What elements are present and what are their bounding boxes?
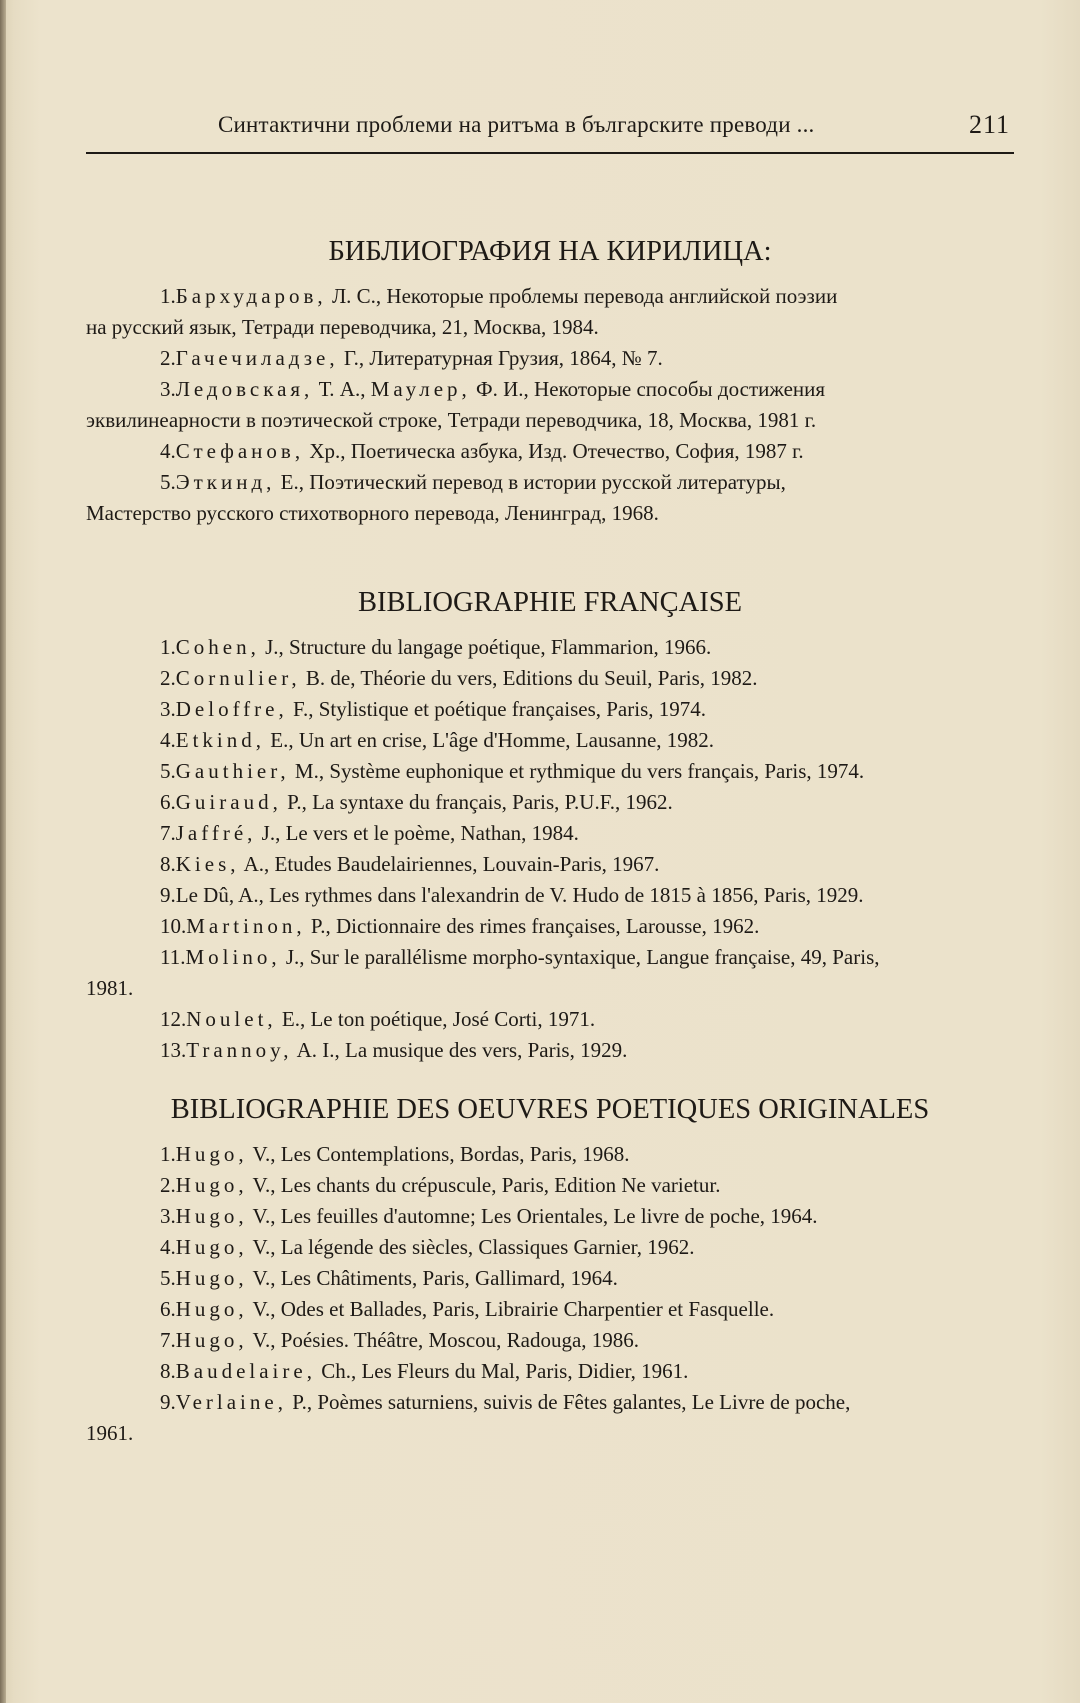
entry-text: B. de, Théorie du vers, Editions du Seuil, Paris, 1982. [300, 666, 758, 690]
entry-number: 4. [160, 439, 176, 463]
french-entry-4 [160, 728, 714, 753]
entry-author: Hugo, [175, 1266, 248, 1290]
entry-text: J., Le vers et le poème, Nathan, 1984. [256, 821, 579, 845]
french-entry-8 [160, 852, 659, 877]
entry-number: 1. [160, 1142, 176, 1166]
original-entry-2 [160, 1173, 720, 1198]
entry-text: V., Odes et Ballades, Paris, Librairie Charpentier et Fasquelle. [247, 1297, 775, 1321]
entry-text: P., Dictionnaire des rimes françaises, Larousse, 1962. [305, 914, 760, 938]
french-entry-11-continuation: 1981. [86, 976, 134, 1000]
entry-text: P., Poèmes saturniens, suivis de Fêtes galantes, Le Livre de poche, [286, 1390, 851, 1414]
entry-number: 1. [160, 635, 176, 659]
entry-number: 3. [160, 697, 176, 721]
entry-text: V., Les chants du crépuscule, Paris, Edition Ne varietur. [247, 1173, 721, 1197]
original-entry-8 [160, 1359, 688, 1384]
entry-number: 3. [160, 377, 176, 401]
entry-text: J., Structure du langage poétique, Flammarion, 1966. [259, 635, 712, 659]
entry-text: Ch., Les Fleurs du Mal, Paris, Didier, 1961. [315, 1359, 689, 1383]
entry-author: Cornulier, [175, 666, 301, 690]
entry-author: Бархударов, [175, 284, 327, 308]
entry-author: Verlaine, [175, 1390, 287, 1414]
entry-text: M., Système euphonique et rythmique du vers français, Paris, 1974. [289, 759, 865, 783]
french-bibliography-title: BIBLIOGRAPHIE FRANÇAISE [358, 587, 742, 618]
french-entry-5 [160, 759, 864, 784]
entry-author: Ледовская, [175, 377, 314, 401]
entry-second-author: Маулер, [370, 377, 471, 401]
cyrillic-entry-4 [160, 439, 804, 464]
french-entry-2 [160, 666, 758, 691]
entry-number: 7. [160, 1328, 176, 1352]
entry-number: 11. [160, 945, 186, 969]
entry-number: 10. [160, 914, 187, 938]
original-entry-7 [160, 1328, 639, 1353]
entry-number: 9. [160, 883, 176, 907]
cyrillic-entry-1-continuation: на русский язык, Тетради переводчика, 21, Москва, 1984. [86, 315, 599, 339]
entry-text: A., Les rythmes dans l'alexandrin de V. Hudo de 1815 à 1856, Paris, 1929. [234, 883, 864, 907]
cyrillic-entry-3-continuation: эквилинеарности в поэтической строке, Тетради переводчика, 18, Москва, 1981 г. [86, 408, 817, 432]
entry-text: P., La syntaxe du français, Paris, P.U.F., 1962. [281, 790, 673, 814]
entry-author: Jaffré, [175, 821, 257, 845]
entry-text: V., Les Contemplations, Bordas, Paris, 1968. [247, 1142, 630, 1166]
entry-author: Hugo, [175, 1328, 248, 1352]
entry-number: 6. [160, 790, 176, 814]
original-entry-6 [160, 1297, 774, 1322]
entry-number: 6. [160, 1297, 176, 1321]
entry-number: 7. [160, 821, 176, 845]
entry-number: 8. [160, 852, 176, 876]
entry-author: Molino, [185, 945, 281, 969]
entry-text: V., Poésies. Théâtre, Moscou, Radouga, 1986. [247, 1328, 640, 1352]
french-entry-3 [160, 697, 706, 722]
entry-author: Le Dû, [175, 883, 235, 907]
entry-number: 3. [160, 1204, 176, 1228]
entry-author: Gauthier, [175, 759, 290, 783]
entry-text: V., Les feuilles d'automne; Les Orientales, Le livre de poche, 1964. [247, 1204, 818, 1228]
entry-number: 9. [160, 1390, 176, 1414]
running-header [86, 108, 1014, 154]
entry-author: Гачечиладзе, [175, 346, 339, 370]
entry-author: Hugo, [175, 1142, 248, 1166]
entry-text: E., Le ton poétique, José Corti, 1971. [276, 1007, 596, 1031]
entry-text: Хр., Поетическа азбука, Изд. Отечество, София, 1987 г. [304, 439, 804, 463]
entry-number: 13. [160, 1038, 187, 1062]
original-works-bibliography-title: BIBLIOGRAPHIE DES OEUVRES POETIQUES ORIGINALES [170, 1094, 930, 1125]
entry-text: Т. А., [313, 377, 371, 401]
entry-number: 5. [160, 1266, 176, 1290]
entry-author: Hugo, [175, 1235, 248, 1259]
cyrillic-bibliography-title: БИБЛИОГРАФИЯ НА КИРИЛИЦА: [328, 236, 772, 267]
entry-number: 8. [160, 1359, 176, 1383]
entry-text: Л. С., Некоторые проблемы перевода английской поэзии [326, 284, 838, 308]
french-entry-12 [160, 1007, 595, 1032]
entry-number: 4. [160, 1235, 176, 1259]
entry-text: Г., Литературная Грузия, 1864, № 7. [338, 346, 663, 370]
entry-text-continued: Ф. И., Некоторые способы достижения [470, 377, 826, 401]
entry-text: V., La légende des siècles, Classiques Garnier, 1962. [247, 1235, 695, 1259]
cyrillic-entry-2 [160, 346, 663, 371]
french-entry-6 [160, 790, 673, 815]
original-entry-9-continuation: 1961. [86, 1421, 134, 1445]
entry-number: 2. [160, 346, 176, 370]
entry-number: 2. [160, 1173, 176, 1197]
french-entry-9 [160, 883, 864, 908]
entry-author: Guiraud, [175, 790, 282, 814]
cyrillic-entry-5-continuation: Мастерство русского стихотворного перевода, Ленинград, 1968. [86, 501, 659, 525]
entry-number: 1. [160, 284, 176, 308]
french-entry-1 [160, 635, 711, 660]
original-entry-4 [160, 1235, 695, 1260]
entry-number: 4. [160, 728, 176, 752]
entry-number: 5. [160, 759, 176, 783]
entry-text: V., Les Châtiments, Paris, Gallimard, 1964. [247, 1266, 618, 1290]
entry-author: Etkind, [175, 728, 265, 752]
entry-text: A. I., La musique des vers, Paris, 1929. [292, 1038, 628, 1062]
cyrillic-entry-3 [160, 377, 825, 402]
entry-author: Trannoy, [186, 1038, 293, 1062]
entry-text: E., Un art en crise, L'âge d'Homme, Lausanne, 1982. [265, 728, 715, 752]
entry-author: Hugo, [175, 1297, 248, 1321]
entry-text: Е., Поэтический перевод в истории русской литературы, [275, 470, 786, 494]
original-entry-1 [160, 1142, 630, 1167]
entry-author: Deloffre, [175, 697, 288, 721]
entry-author: Эткинд, [175, 470, 276, 494]
entry-text: J., Sur le parallélisme morpho-syntaxique, Langue française, 49, Paris, [280, 945, 880, 969]
original-entry-9 [160, 1390, 850, 1415]
entry-text: A., Etudes Baudelairiennes, Louvain-Paris, 1967. [239, 852, 660, 876]
entry-number: 5. [160, 470, 176, 494]
entry-author: Martinon, [186, 914, 306, 938]
entry-author: Cohen, [175, 635, 260, 659]
cyrillic-entry-1 [160, 284, 837, 309]
entry-author: Hugo, [175, 1173, 248, 1197]
running-title: Синтактични проблеми на ритъма в българските преводи ... [218, 112, 815, 137]
page-spine-edge [0, 0, 6, 1703]
original-entry-5 [160, 1266, 618, 1291]
french-entry-7 [160, 821, 579, 846]
original-entry-3 [160, 1204, 818, 1229]
entry-author: Hugo, [175, 1204, 248, 1228]
entry-text: F., Stylistique et poétique françaises, Paris, 1974. [287, 697, 707, 721]
entry-number: 12. [160, 1007, 187, 1031]
entry-author: Baudelaire, [175, 1359, 316, 1383]
french-entry-10 [160, 914, 759, 939]
french-entry-13 [160, 1038, 627, 1063]
entry-author: Kies, [175, 852, 240, 876]
entry-author: Стефанов, [175, 439, 305, 463]
french-entry-11 [160, 945, 880, 970]
cyrillic-entry-5 [160, 470, 786, 495]
entry-number: 2. [160, 666, 176, 690]
page-number: 211 [968, 110, 1010, 139]
entry-author: Noulet, [186, 1007, 277, 1031]
